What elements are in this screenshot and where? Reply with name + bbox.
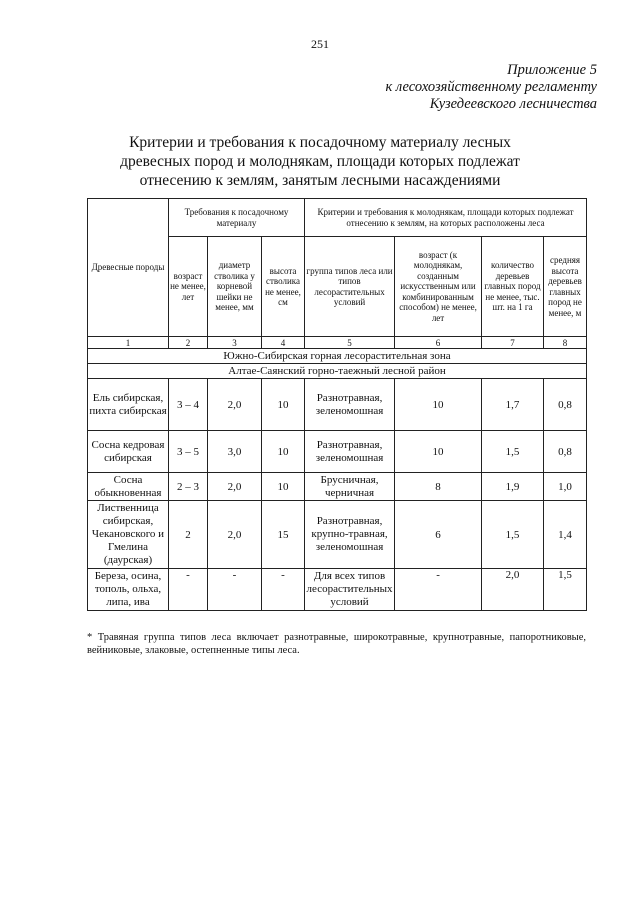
- forest-type-cell: Для всех типов лесорастительных условий: [305, 569, 395, 611]
- region-heading: Алтае-Саянский горно-таежный лесной район: [88, 364, 587, 379]
- column-number: 8: [544, 337, 587, 349]
- table-row: [88, 569, 587, 611]
- table-row: [88, 431, 587, 473]
- appendix-line-1: Приложение 5: [507, 62, 597, 78]
- table-row: [88, 473, 587, 501]
- column-number: 6: [395, 337, 482, 349]
- header-forest-type: группа типов леса или типов лесорастительных условий: [305, 237, 395, 337]
- header-height: высота стволика не менее, см: [262, 237, 305, 337]
- forest-type-cell: Разнотравная, зеленомошная: [305, 431, 395, 473]
- species-cell: Сосна обыкновенная: [88, 473, 169, 501]
- young-age-cell: 10: [395, 379, 482, 431]
- age-cell: 2 – 3: [169, 473, 208, 501]
- tree-count-cell: 1,7: [482, 379, 544, 431]
- species-cell: Береза, осина, тополь, ольха, липа, ива: [88, 569, 169, 611]
- avg-height-cell: 1,4: [544, 501, 587, 569]
- appendix-line-2: к лесохозяйственному регламенту: [385, 79, 597, 95]
- tree-count-cell: 1,5: [482, 501, 544, 569]
- header-avg-height: средняя высота деревьев главных пород не менее, м: [544, 237, 587, 337]
- age-cell: 3 – 5: [169, 431, 208, 473]
- young-age-cell: 8: [395, 473, 482, 501]
- document-title: [100, 133, 540, 190]
- header-young-age: возраст (к молоднякам, созданным искусственным или комбинированным способом) не менее, лет: [395, 237, 482, 337]
- column-number: 2: [169, 337, 208, 349]
- header-young-stands: Критерии и требования к молоднякам, площади которых подлежат отнесению к землям, на которых расположены леса: [305, 199, 587, 237]
- column-number: 4: [262, 337, 305, 349]
- age-cell: 3 – 4: [169, 379, 208, 431]
- column-number: 7: [482, 337, 544, 349]
- age-cell: -: [169, 569, 208, 611]
- footnote: * Травяная группа типов леса включает разнотравные, широкотравные, крупнотравные, папоротниковые, вейниковые, злаковые, остепненные типы леса.: [87, 632, 586, 656]
- title-line-1: Критерии и требования к посадочному материалу лесных: [129, 134, 511, 151]
- tree-count-cell: 1,5: [482, 431, 544, 473]
- avg-height-cell: 0,8: [544, 431, 587, 473]
- height-cell: 10: [262, 431, 305, 473]
- species-cell: Сосна кедровая сибирская: [88, 431, 169, 473]
- young-age-cell: 10: [395, 431, 482, 473]
- header-age: возраст не менее, лет: [169, 237, 208, 337]
- column-number: 3: [208, 337, 262, 349]
- height-cell: 10: [262, 379, 305, 431]
- species-cell: Ель сибирская, пихта сибирская: [88, 379, 169, 431]
- young-age-cell: -: [395, 569, 482, 611]
- diameter-cell: 3,0: [208, 431, 262, 473]
- table-row: [88, 379, 587, 431]
- avg-height-cell: 1,0: [544, 473, 587, 501]
- title-line-3: отнесению к землям, занятым лесными насаждениями: [139, 172, 501, 189]
- forest-type-cell: Разнотравная, крупно-травная, зеленомошная: [305, 501, 395, 569]
- tree-count-cell: 2,0: [482, 569, 544, 611]
- diameter-cell: 2,0: [208, 501, 262, 569]
- header-tree-count: количество деревьев главных пород не менее, тыс. шт. на 1 га: [482, 237, 544, 337]
- column-number: 5: [305, 337, 395, 349]
- tree-count-cell: 1,9: [482, 473, 544, 501]
- diameter-cell: 2,0: [208, 473, 262, 501]
- table-row: [88, 501, 587, 569]
- young-age-cell: 6: [395, 501, 482, 569]
- header-species: Древесные породы: [88, 199, 169, 337]
- diameter-cell: 2,0: [208, 379, 262, 431]
- column-number-row: [88, 337, 587, 349]
- avg-height-cell: 1,5: [544, 569, 587, 611]
- title-line-2: древесных пород и молоднякам, площади которых подлежат: [120, 153, 520, 170]
- column-number: 1: [88, 337, 169, 349]
- height-cell: -: [262, 569, 305, 611]
- diameter-cell: -: [208, 569, 262, 611]
- forest-type-cell: Брусничная, черничная: [305, 473, 395, 501]
- appendix-line-3: Кузедеевского лесничества: [429, 96, 597, 112]
- height-cell: 15: [262, 501, 305, 569]
- height-cell: 10: [262, 473, 305, 501]
- header-planting-material: Требования к посадочному материалу: [169, 199, 305, 237]
- page-number: 251: [311, 37, 329, 51]
- zone-heading: Южно-Сибирская горная лесорастительная зона: [88, 349, 587, 364]
- forest-type-cell: Разнотравная, зеленомошная: [305, 379, 395, 431]
- age-cell: 2: [169, 501, 208, 569]
- criteria-table: [87, 198, 587, 611]
- species-cell: Лиственница сибирская, Чекановского и Гмелина (даурская): [88, 501, 169, 569]
- header-diameter: диаметр стволика у корневой шейки не менее, мм: [208, 237, 262, 337]
- appendix-caption: [385, 62, 597, 113]
- avg-height-cell: 0,8: [544, 379, 587, 431]
